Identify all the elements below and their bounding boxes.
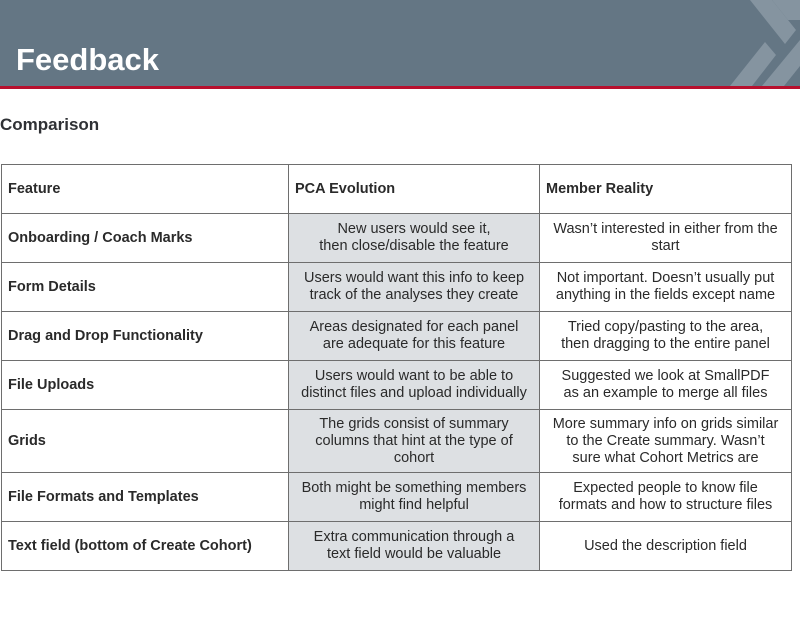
cell-line: Tried copy/pasting to the area,: [567, 319, 764, 335]
cell-line: sure what Cohort Metrics are: [572, 449, 759, 466]
cell-line: More summary info on grids similar: [552, 415, 779, 432]
cell-line: Not important. Doesn’t usually put: [556, 270, 775, 286]
table-row: [2, 361, 792, 410]
member-cell: [540, 312, 792, 361]
cell-line: anything in the fields except name: [555, 287, 776, 303]
table-row: [2, 312, 792, 361]
pca-cell: [289, 522, 540, 571]
table-row: [2, 473, 792, 522]
cell-line: distinct files and upload individually: [301, 385, 527, 401]
feature-cell: Grids: [2, 410, 289, 473]
cell-line: Expected people to know file: [573, 480, 758, 496]
member-cell: [540, 263, 792, 312]
pca-cell: [289, 214, 540, 263]
member-cell: [540, 473, 792, 522]
cell-line: Both might be something members: [301, 480, 527, 496]
cell-line: track of the analyses they create: [309, 287, 519, 303]
cell-line: Users would want this info to keep: [303, 270, 525, 286]
cell-line: Extra communication through a: [313, 529, 515, 545]
cell-line: Wasn’t interested in either from the: [553, 221, 778, 237]
cell-line: then close/disable the feature: [319, 238, 509, 254]
cell-line: are adequate for this feature: [322, 336, 506, 352]
member-cell: [540, 361, 792, 410]
cell-line: formats and how to structure files: [558, 497, 773, 513]
table-row: [2, 214, 792, 263]
cell-line: columns that hint at the type of: [315, 432, 513, 449]
member-cell: [540, 410, 792, 473]
table-header-row: [2, 165, 792, 214]
feature-cell: Drag and Drop Functionality: [2, 312, 289, 361]
member-cell: [540, 214, 792, 263]
cell-line: start: [651, 238, 680, 254]
pca-cell: [289, 312, 540, 361]
feature-cell: Onboarding / Coach Marks: [2, 214, 289, 263]
header-feature: Feature: [2, 165, 289, 214]
member-cell: [540, 522, 792, 571]
cell-line: Users would want to be able to: [314, 368, 514, 384]
cell-line: text field would be valuable: [326, 546, 502, 562]
cell-line: New users would see it,: [337, 221, 491, 237]
pca-cell: [289, 410, 540, 473]
cell-line: to the Create summary. Wasn’t: [566, 432, 765, 449]
section-title: Comparison: [0, 115, 100, 134]
feature-cell: File Uploads: [2, 361, 289, 410]
pca-cell: [289, 473, 540, 522]
header-bar: [0, 0, 800, 86]
header-pca-evolution: PCA Evolution: [289, 165, 540, 214]
brand-logo-icon: [710, 0, 800, 86]
pca-cell: [289, 263, 540, 312]
comparison-table: [1, 164, 792, 571]
cell-line: then dragging to the entire panel: [561, 336, 770, 352]
cell-line: Suggested we look at SmallPDF: [561, 368, 770, 384]
cell-line: Areas designated for each panel: [309, 319, 519, 335]
page-title: Feedback: [16, 42, 160, 77]
cell-line: might find helpful: [359, 497, 469, 513]
feature-cell: Form Details: [2, 263, 289, 312]
pca-cell: [289, 361, 540, 410]
table-row: [2, 410, 792, 473]
header-divider: [0, 86, 800, 89]
feature-cell: File Formats and Templates: [2, 473, 289, 522]
header-member-reality: Member Reality: [540, 165, 792, 214]
table-row: [2, 263, 792, 312]
table-row: [2, 522, 792, 571]
cell-line: The grids consist of summary: [319, 415, 509, 432]
feature-cell: Text field (bottom of Create Cohort): [2, 522, 289, 571]
cell-line: cohort: [393, 449, 435, 466]
cell-line: Used the description field: [584, 537, 747, 554]
cell-line: as an example to merge all files: [563, 385, 768, 401]
